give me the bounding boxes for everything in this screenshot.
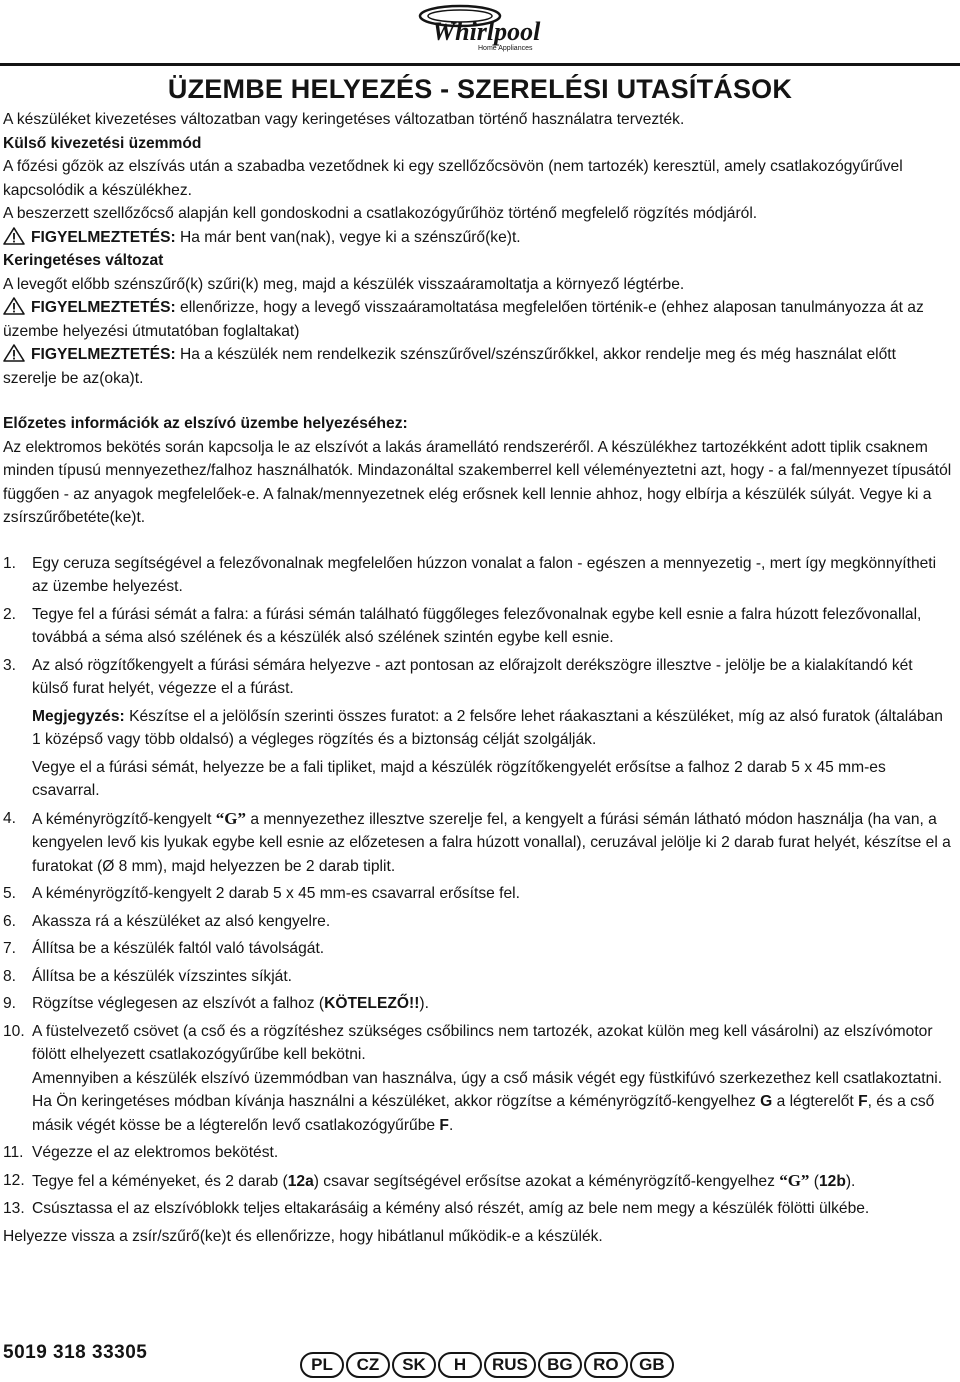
page-title: ÜZEMBE HELYEZÉS - SZERELÉSI UTASÍTÁSOK [167,74,793,104]
note-text: Készítse el a jelölősín szerinti összes furatot: a 2 felsőre lehet ráakasztani a készüléket, míg az alsó furatok (általában 1 középső vagy több oldalsó) a végleges rögzítés és a biztonság célját szolgálják. [32,707,943,748]
step-text: Tegye fel a kéményeket, és 2 darab ( [32,1172,288,1190]
step-item [3,654,953,803]
document-body [3,108,953,1248]
part-label-g: G [760,1093,773,1110]
step-text-cont: Amennyiben a készülék elszívó üzemmódban van használva, úgy a cső másik végét egy füstkifúvó szerkezethez kell csatlakoztatni. Ha Ön keringetéses módban kívánja használni a készüléket, akkor rögzítse a kéményrögzítő-kengyelhez [32,1069,943,1110]
step-text: A füstelvezető csövet (a cső és a rögzítéshez szükséges csőbilincs nem tartozék, azokat külön meg kell vásárolni) az elszívómotor fölött elhelyezett csatlakozógyűrűbe kell bekötni. [32,1022,933,1063]
recirc-warning-1 [3,296,953,343]
bracket-label-g: “G” [779,1170,810,1190]
warning-text: Ha már bent van(nak), vegye ki a szénszűrő(ke)t. [175,228,521,246]
step-number: 10. [3,1022,25,1040]
prelim-text: Az elektromos bekötés során kapcsolja le az elszívót a lakás áramellátó rendszeréről. A készülékhez tartozékként adott tiplik csaknem minden típusú mennyezethez/falhoz használhatók. Mindazonáltal szakemberrel kell véleményeztetni azt, hogy - a fal/mennyezet típusától függően - az anyagok megfelelőek-e. A falnak/mennyezetnek elég erősnek kell lennie ahhoz, hogy elbírja a készülék súlyát. Vegye ki a zsírszűrőbetéte(ke)t. [3,438,952,526]
document-code: 5019 318 33305 [3,1342,148,1363]
external-warning [3,226,953,250]
step-text-cont: . [448,1116,454,1134]
external-heading: Külső kivezetési üzemmód [3,134,202,152]
part-label-12a: 12a [287,1172,314,1190]
step-number: 5. [3,885,17,902]
part-label-12b: 12b [818,1172,846,1190]
step-item [3,965,953,989]
brand-tagline: Home Appliances [478,45,533,52]
step-item [3,937,953,961]
recirc-paragraph: A levegőt előbb szénszűrő(k) szűri(k) meg, majd a készülék visszaáramoltatja a környező légtérbe. [3,275,685,293]
step-text: A kéményrögzítő-kengyelt [32,810,216,828]
step-number: 6. [3,912,17,930]
warning-label: FIGYELMEZTETÉS: [31,346,176,363]
step-text-cont: , és a cső másik végét kösse be a légterelőn levő csatlakozógyűrűbe [32,1093,935,1134]
mandatory-label: KÖTELEZŐ!! [324,995,420,1012]
step-text: Rögzítse véglegesen az elszívót a falhoz ( [32,995,325,1012]
prelim-heading: Előzetes információk az elszívó üzembe helyezéséhez: [3,415,408,432]
warning-text: ellenőrizze, hogy a levegő visszaáramoltatása megfelelően történik-e (ehhez alaposan tanulmányozza át az üzembe helyezési útmutatóban foglaltakat) [3,299,924,340]
title-rule [0,63,960,66]
intro-text: A készüléket kivezetéses változatban vagy keringetéses változatban történő használatra tervezték. [3,111,685,128]
language-badge: BG [538,1352,582,1378]
note-label: Megjegyzés: [32,707,125,725]
step-number: 13. [3,1200,25,1217]
step-number: 2. [3,605,17,623]
external-paragraph-2: A beszerzett szellőzőcső alapján kell gondoskodni a csatlakozógyűrűhöz történő megfelelő rögzítés módjáról. [3,205,758,222]
step-text: Csúsztassa el az elszívóblokk teljes eltakarásáig a kémény alsó részét, amíg az bele nem megy a készülék fölötti ülkébe. [32,1200,870,1217]
step-item [3,552,953,599]
language-badge: RUS [484,1352,536,1378]
warning-text: Ha a készülék nem rendelkezik szénszűrővel/szénszűrőkkel, akkor rendelje meg és még használat előtt szerelje be az(oka)t. [3,346,896,387]
warning-icon [3,227,25,245]
step-number: 8. [3,967,17,985]
step-number: 7. [3,940,17,957]
step-note [32,705,953,752]
recirc-heading: Keringetéses változat [3,252,164,269]
step-text: Állítsa be a készülék vízszintes síkját. [32,967,292,985]
spacer [3,530,953,552]
step-number: 4. [3,809,17,827]
language-badges [300,1352,674,1378]
step-text-cont: ) csavar segítségével erősítse azokat a kéményrögzítő-kengyelhez [313,1172,780,1190]
step-text: Állítsa be a készülék faltól való távolságát. [32,940,325,957]
step-text-cont: ( [809,1172,819,1190]
step-number: 12. [3,1171,25,1189]
warning-icon [3,297,25,315]
step-item [3,1141,953,1165]
step-item [3,1169,953,1194]
step-text: Tegye fel a fúrási sémát a falra: a fúrási sémán található függőleges felezővonalnak egybe kell esnie a falra húzott felezővonallal, továbbá a séma alsó szélének és a készülék alsó szélének szintén egybe kell esnie. [32,605,922,646]
bracket-label-g: “G” [215,808,246,828]
language-badge: SK [392,1352,436,1378]
step-item [3,807,953,879]
language-badge: RO [584,1352,628,1378]
warning-label: FIGYELMEZTETÉS: [31,228,176,246]
step-item [3,1197,953,1221]
warning-icon [3,344,25,362]
external-paragraph-1: A főzési gőzök az elszívás után a szabadba vezetődnek ki egy szellőzőcsövön (nem tartozék) keresztül, amely csatlakozógyűrűvel kapcsolódik a készülékhez. [3,158,903,199]
step-extra: Vegye el a fúrási sémát, helyezze be a fali tipliket, majd a készülék rögzítőkengyelét erősítse a falhoz 2 darab 5 x 45 mm-es csavarral. [32,758,886,799]
step-text: Akassza rá a készüléket az alsó kengyelre. [32,912,331,930]
whirlpool-logo [416,2,546,54]
step-text: A kéményrögzítő-kengyelt 2 darab 5 x 45 mm-es csavarral erősítse fel. [32,885,520,902]
warning-label: FIGYELMEZTETÉS: [31,299,176,316]
step-text: Az alsó rögzítőkengyelt a fúrási sémára helyezve - azt pontosan az előrajzolt derékszögre illesztve - jelölje be a kialakítandó két külső furat helyét, végezze el a fúrást. [32,656,913,697]
step-number: 3. [3,656,17,674]
step-item [3,603,953,650]
brand-name: Whirlpool [432,17,541,46]
step-text: Végezze el az elektromos bekötést. [32,1144,279,1161]
step-text-cont: ). [845,1172,856,1190]
step-number: 11. [3,1144,24,1161]
language-badge: H [438,1352,482,1378]
step-item [3,910,953,934]
part-label-f: F [439,1116,449,1134]
step-number: 9. [3,995,17,1012]
steps-list [3,552,953,1221]
part-label-f: F [858,1093,868,1110]
step-text-cont: ). [419,995,429,1012]
final-text: Helyezze vissza a zsír/szűrő(ke)t és ellenőrizze, hogy hibátlanul működik-e a készülék. [3,1227,603,1245]
step-text: Egy ceruza segítségével a felezővonalnak megfelelően húzzon vonalat a falon - egészen a mennyezetig -, mert így megkönnyítheti az üzembe helyezést. [32,554,937,595]
recirc-warning-2 [3,343,953,390]
step-item [3,882,953,906]
step-item [3,992,953,1016]
step-extra [32,1067,953,1138]
step-text-cont: a légterelőt [772,1093,859,1110]
step-text-cont: a mennyezethez illesztve szerelje fel, a kengyelt a fúrási sémán látható módon használja (ha van, a kengyelen levő kis lyukak egybe kell esnie az előzetesen a falra húzott vonallal), ceruzával jelölje ki 2 darab furat helyét, készítse el a furatokat (Ø 8 mm), majd helyezzen be 2 darab tiplit. [32,810,951,875]
spacer [3,390,953,412]
language-badge: PL [300,1352,344,1378]
language-badge: GB [630,1352,674,1378]
step-item [3,1020,953,1138]
step-number: 1. [3,554,17,572]
language-badge: CZ [346,1352,390,1378]
